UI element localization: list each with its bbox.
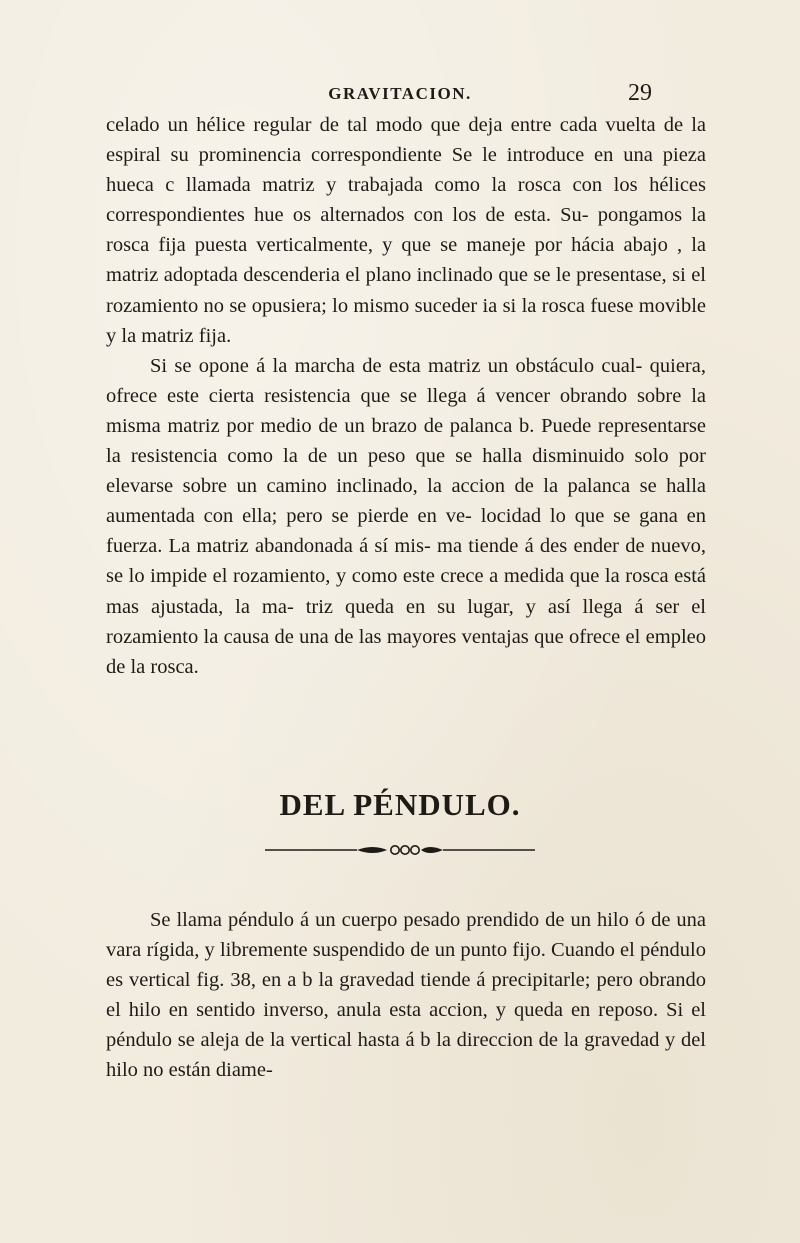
text-line: de la palanca se halla aumentada con ella; pero se pierde en ve-: [106, 475, 706, 528]
text-line: de la espiral su prominencia correspondiente Se le introduce en: [106, 114, 706, 167]
paragraph: [106, 905, 706, 1086]
text-line: pongamos la rosca fija puesta verticalmente, y que se maneje por: [106, 204, 707, 257]
text-block-gravitacion: [106, 110, 706, 682]
text-line: Si se opone á la marcha de esta matriz un obstáculo cual-: [150, 354, 643, 377]
section-title: DEL PÉNDULO.: [279, 787, 521, 822]
text-line: Cuando el péndulo es vertical fig. 38, en a b la gravedad tiende: [106, 939, 706, 992]
text-line: Se llama péndulo á un cuerpo pesado prendido de un hilo: [150, 909, 629, 931]
text-line: quiera, ofrece este cierta resistencia que se llega á vencer obrando: [106, 354, 706, 407]
text-line: una pieza hueca c llamada matriz y trabajada como la rosca con: [106, 144, 707, 197]
text-line: hasta á b la direccion de la gravedad y del hilo no están diame-: [106, 1029, 707, 1082]
ornament-rule-icon: [265, 843, 535, 857]
text-line: suceder ia si la rosca fuese movible y la matriz fija.: [106, 294, 706, 347]
text-line: Puede representarse la resistencia como la de un peso que se halla: [106, 414, 706, 468]
text-line: disminuido solo por elevarse sobre un camino inclinado, la accion: [106, 445, 707, 498]
text-line: que se le presentase, si el rozamiento no se opusiera; lo mismo: [106, 264, 707, 317]
paragraph: [106, 351, 706, 682]
text-line: ó de una vara rígida, y libremente suspendido de un punto fijo.: [106, 909, 706, 962]
text-line: ma tiende á des ender de nuevo, se lo impide el rozamiento, y: [106, 535, 707, 588]
text-line: triz queda en su lugar, y así llega á ser el rozamiento la causa de: [106, 595, 706, 648]
text-line: celado un hélice regular de tal modo que deja entre cada vuelta: [106, 114, 656, 136]
running-head: GRAVITACION.: [328, 84, 472, 103]
text-line: una de las mayores ventajas que ofrece el empleo de la rosca.: [106, 625, 706, 678]
text-line: accion, y queda en reposo. Si el péndulo se aleja de la vertical: [106, 999, 706, 1052]
text-line: sobre la misma matriz por medio de un brazo de palanca b.: [106, 384, 706, 437]
text-line: hácia abajo , la matriz adoptada descenderia el plano inclinado: [106, 234, 707, 287]
paragraph: [106, 110, 706, 351]
page-number: 29: [628, 80, 652, 106]
text-line: como este crece a medida que la rosca está mas ajustada, la ma-: [106, 565, 706, 618]
text-block-pendulo: [106, 905, 706, 1086]
text-line: locidad lo que se gana en fuerza. La matriz abandonada á sí mis-: [106, 505, 706, 558]
text-line: á precipitarle; pero obrando el hilo en sentido inverso, anula esta: [106, 969, 707, 1022]
text-line: los hélices correspondientes hue os alternados con los de esta. Su-: [106, 174, 706, 227]
